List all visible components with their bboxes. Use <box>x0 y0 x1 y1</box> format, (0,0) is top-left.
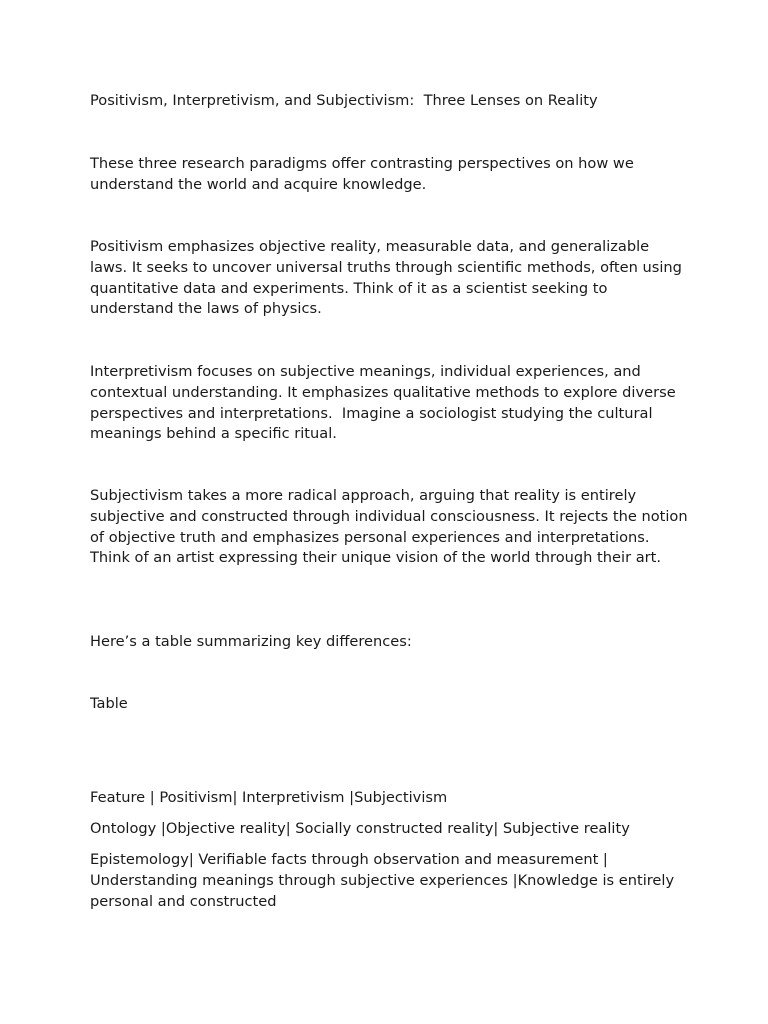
intro-paragraph: These three research paradigms offer contrasting perspectives on how we understand the world and acquire knowledge. <box>90 155 639 193</box>
table-row-ontology: Ontology |Objective reality| Socially constructed reality| Subjective reality <box>90 820 630 837</box>
document-title: Positivism, Interpretivism, and Subjectivism: Three Lenses on Reality <box>90 92 598 109</box>
table-row-epistemology: Epistemology| Verifiable facts through observation and measurement | Understanding meanings through subjective experiences |Knowledge is entirely personal and constructed <box>90 851 679 910</box>
interpretivism-paragraph: Interpretivism focuses on subjective meanings, individual experiences, and contextual understanding. It emphasizes qualitative methods to explore diverse perspectives and interpretations. Imagine a sociologist studying the cultural meanings behind a specific ritual. <box>90 363 681 443</box>
table-label: Table <box>90 695 128 712</box>
positivism-paragraph: Positivism emphasizes objective reality, measurable data, and generalizable laws. It seeks to uncover universal truths through scientific methods, often using quantitative data and experiments. Think of it as a scientist seeking to understand the laws of physics. <box>90 238 687 318</box>
table-row-header: Feature | Positivism| Interpretivism |Subjectivism <box>90 789 448 806</box>
table-intro: Here’s a table summarizing key differences: <box>90 633 412 650</box>
subjectivism-paragraph: Subjectivism takes a more radical approach, arguing that reality is entirely subjective and constructed through individual consciousness. It rejects the notion of objective truth and emphasizes personal experiences and interpretations. Think of an artist expressing their unique vision of the world through their art. <box>90 487 693 567</box>
